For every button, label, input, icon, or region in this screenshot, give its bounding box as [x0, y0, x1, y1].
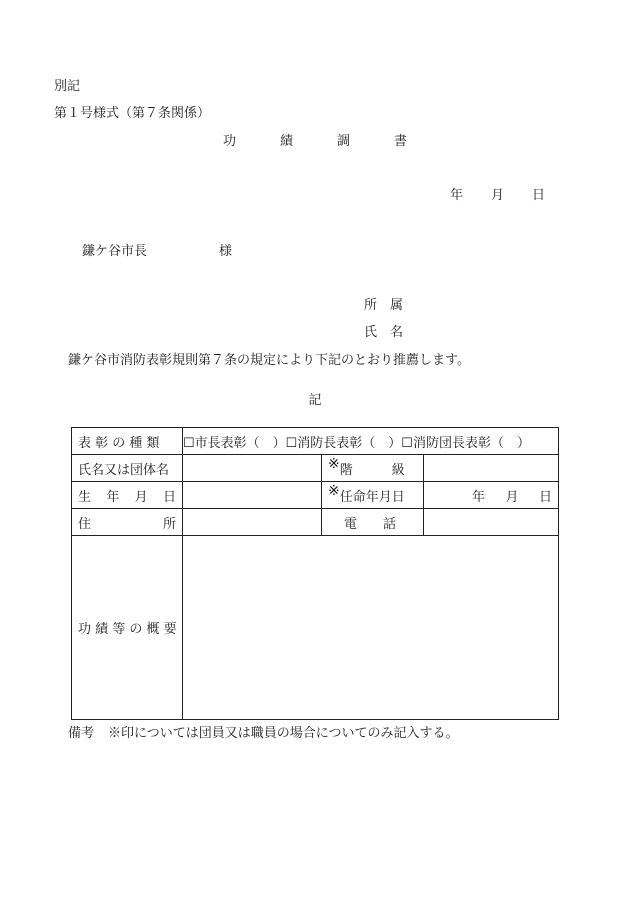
award-type-options[interactable]: ☐市長表彰（ ）☐消防長表彰（ ）☐消防団長表彰（ ）: [183, 428, 559, 455]
date-day: 日: [532, 188, 546, 203]
submitter-name-label: 氏 名: [364, 325, 404, 340]
appoint-day: 日: [539, 489, 553, 505]
summary-field[interactable]: [183, 536, 559, 720]
address-label: [72, 509, 183, 536]
table-row: [72, 428, 559, 455]
address-field[interactable]: [183, 509, 322, 536]
affiliation-label: 所 属: [364, 298, 404, 313]
ki-heading: 記: [308, 393, 322, 408]
note: [68, 727, 459, 740]
rank-label: [322, 455, 424, 482]
note-text: ※印については団員又は職員の場合についてのみ記入する。: [108, 726, 459, 741]
table-row: [72, 509, 559, 536]
birth-label: [72, 482, 183, 509]
rank-field[interactable]: [424, 455, 559, 482]
phone-label: 電 話: [322, 509, 424, 536]
note-label: 備考: [68, 726, 95, 741]
recommend-text: 鎌ケ谷市消防表彰規則第７条の規定により下記のとおり推薦します。: [68, 353, 470, 368]
birth-label-char: 月: [134, 489, 148, 505]
title-char: 調: [337, 134, 351, 149]
bekki-label: 別記: [54, 79, 81, 94]
award-form-table: [71, 427, 559, 720]
address-label-char: 所: [162, 516, 176, 532]
title-char: 功: [222, 134, 236, 149]
asterisk-mark: ※: [328, 482, 340, 499]
title-char: 績: [279, 134, 293, 149]
appoint-year: 年: [472, 489, 486, 505]
address-label-char: 住: [78, 516, 92, 532]
birth-label-char: 日: [162, 489, 176, 505]
birth-label-char: 生: [78, 489, 92, 505]
appoint-label: [322, 482, 424, 509]
table-row: [72, 455, 559, 482]
appoint-label-text: 任命年月日: [339, 489, 405, 505]
phone-field[interactable]: [424, 509, 559, 536]
addressee-honorific: 様: [219, 244, 233, 259]
form-number: 第１号様式（第７条関係）: [54, 106, 211, 121]
appoint-month: 月: [505, 489, 519, 505]
document-title: [0, 135, 630, 148]
name-field[interactable]: [183, 455, 322, 482]
birth-label-char: 年: [106, 489, 120, 505]
date-year: 年: [450, 188, 464, 203]
table-row: [72, 482, 559, 509]
name-label: 氏名又は団体名: [72, 455, 183, 482]
award-type-label: 表 彰 の 種 類: [72, 428, 183, 455]
addressee-name: 鎌ケ谷市長: [82, 244, 148, 259]
birth-field[interactable]: [183, 482, 322, 509]
title-char: 書: [394, 134, 408, 149]
date-line: [450, 189, 545, 202]
summary-label: 功 績 等 の 概 要: [72, 536, 183, 720]
appoint-field[interactable]: [424, 482, 559, 509]
rank-label-text: 階 級: [339, 462, 405, 478]
addressee: [82, 245, 232, 258]
date-month: 月: [491, 188, 505, 203]
asterisk-mark: ※: [328, 455, 340, 472]
table-row: [72, 536, 559, 720]
